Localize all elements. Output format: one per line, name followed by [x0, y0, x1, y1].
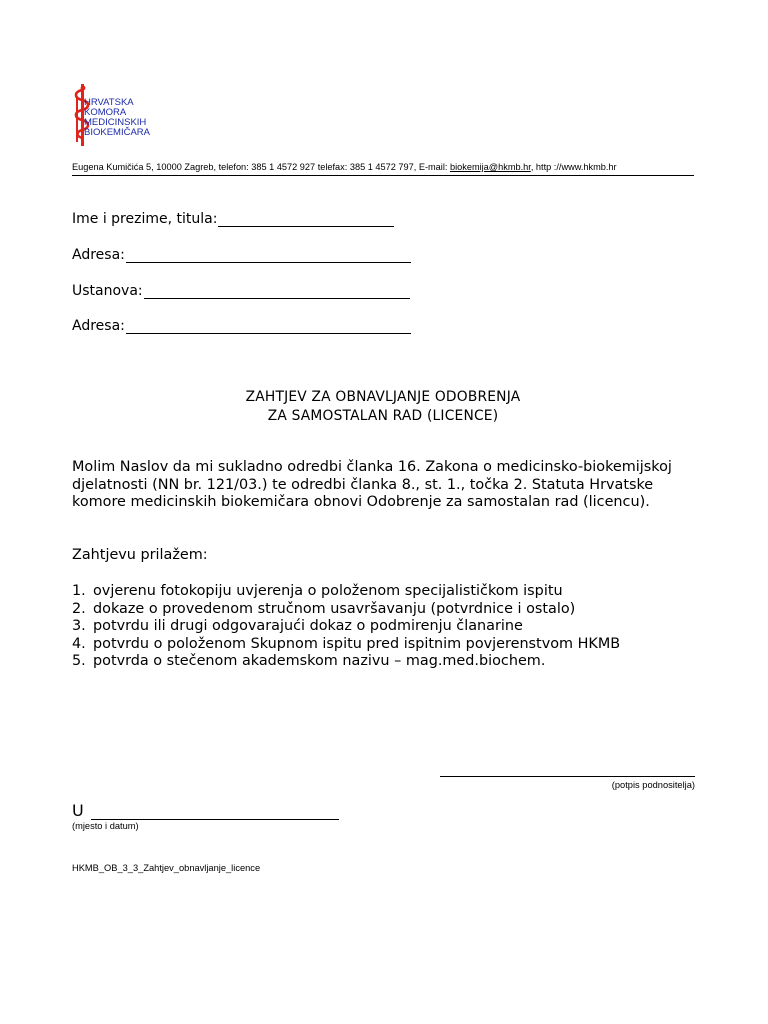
field-name-title	[72, 211, 394, 227]
contact-address: Eugena Kumičića 5, 10000 Zagreb, telefon: 385 1 4572 927 telefax: 385 1 4572 797, E-mail:	[72, 162, 450, 172]
field-label: Ustanova:	[72, 283, 143, 299]
field-label: Ime i prezime, titula:	[72, 211, 218, 227]
list-item	[72, 636, 672, 654]
list-item-text: potvrdu o položenom Skupnom ispitu pred ispitnim povjerenstvom HKMB	[93, 635, 621, 652]
contact-line	[72, 162, 694, 172]
header-divider	[72, 175, 694, 176]
list-item-number: 3.	[72, 618, 86, 635]
list-item-text: potvrdu ili drugi odgovarajući dokaz o podmirenju članarine	[93, 618, 523, 635]
place-prefix: U	[72, 801, 84, 820]
field-institution	[72, 283, 410, 299]
contact-web-prefix: , http :	[530, 162, 557, 172]
field-blank-line[interactable]	[126, 319, 411, 334]
list-item	[72, 583, 672, 601]
title-line: ZA SAMOSTALAN RAD (LICENCE)	[267, 408, 499, 424]
website-text: //www.hkmb.hr	[556, 162, 617, 172]
field-label: Adresa:	[72, 247, 125, 263]
place-date-line[interactable]	[91, 802, 339, 820]
signature-caption: (potpis podnositelja)	[611, 780, 695, 790]
list-item	[72, 601, 672, 619]
signature-line[interactable]	[440, 776, 695, 777]
list-item-text: ovjerenu fotokopiju uvjerenja o položenom specijalističkom ispitu	[93, 583, 563, 599]
field-institution-address	[72, 318, 411, 334]
logo-line: MEDICINSKIH	[84, 117, 147, 128]
field-blank-line[interactable]	[218, 212, 394, 227]
list-item	[72, 653, 672, 671]
logo-wordmark	[84, 98, 150, 138]
list-item-number: 5.	[72, 653, 86, 670]
place-date-caption: (mjesto i datum)	[72, 821, 139, 831]
list-item-text: potvrda o stečenom akademskom nazivu – mag.med.biochem.	[93, 653, 546, 670]
list-item-text: dokaze o provedenom stručnom usavršavanju (potvrdnice i ostalo)	[93, 600, 576, 617]
attachments-intro: Zahtjevu prilažem:	[72, 547, 208, 563]
field-blank-line[interactable]	[126, 248, 411, 263]
email-link[interactable]: biokemija@hkmb.hr	[449, 162, 531, 172]
field-blank-line[interactable]	[144, 284, 410, 299]
logo-line: HRVATSKA	[84, 97, 134, 108]
list-item-number: 1.	[72, 583, 86, 599]
attachments-list	[72, 583, 672, 671]
logo-line: KOMORA	[84, 107, 127, 118]
request-paragraph: Molim Naslov da mi sukladno odredbi članka 16. Zakona o medicinsko-biokemijskoj djelatnosti (NN br. 121/03.) te odredbi članka 8., st. 1., točka 2. Statuta Hrvatske komore medicinskih biokemičara obnovi Odobrenje za samostalan rad (licencu).	[72, 459, 672, 511]
field-address	[72, 247, 411, 263]
document-code: HKMB_OB_3_3_Zahtjev_obnavljanje_licence	[72, 863, 261, 873]
title-line: ZAHTJEV ZA OBNAVLJANJE ODOBRENJA	[245, 389, 521, 405]
document-title	[72, 388, 694, 426]
logo-line: BIOKEMIČARA	[84, 127, 150, 138]
place-date-field	[72, 801, 339, 820]
field-label: Adresa:	[72, 318, 125, 334]
list-item-number: 4.	[72, 635, 86, 652]
list-item-number: 2.	[72, 600, 86, 617]
list-item	[72, 618, 672, 636]
